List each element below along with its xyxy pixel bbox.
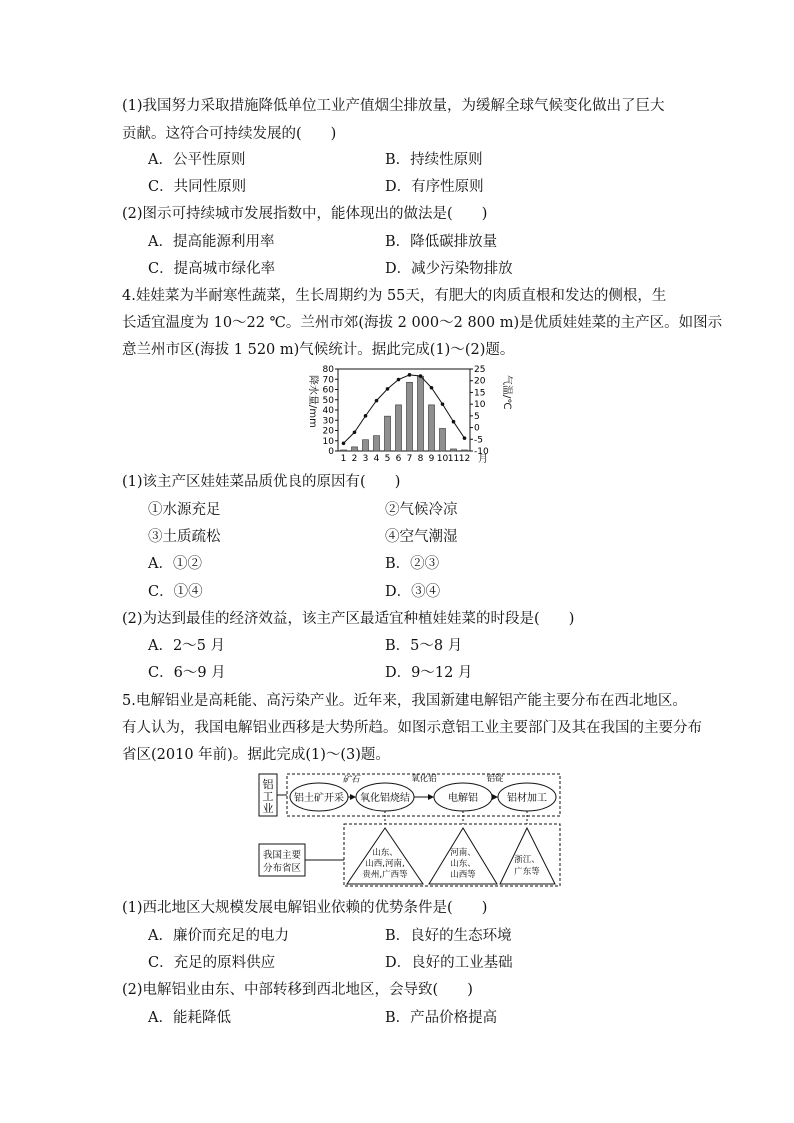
y-tick-label: 60 [322,385,334,396]
x-tick-label: 3 [362,454,369,464]
region-label-line2: 分布省区 [262,863,302,874]
q5-sub2-option-a: A．能耗降低 [148,1010,231,1026]
q3-sub1-line2: 贡献。这符合可持续发展的( ) [122,126,337,142]
q3-sub1-option-c: C．共同性原则 [148,179,247,195]
q4-sub1-option-d: D．③④ [385,584,441,600]
industry-label-char2: 工 [262,790,274,803]
q4-stem-line2: 长适宜温度为 10～22 ℃。兰州市郊(海拔 2 000～2 800 m)是优质娃娃菜的主产区。如图示 [122,315,723,331]
q5-stem-line3: 省区(2010 年前)。据此完成(1)～(3)题。 [122,747,390,763]
y-tick-label: 80 [322,365,334,375]
q4-sub1-item-2: ②气候冷凉 [385,502,458,518]
x-tick-label: 10 [436,454,449,464]
y2-tick-label: 10 [474,400,486,411]
region-label-line1: 我国主要 [262,850,302,861]
q5-sub2-question: (2)电解铝业由东、中部转移到西北地区，会导致( ) [122,982,473,998]
aluminum-industry-diagram [255,770,565,888]
precipitation-bar [450,449,456,451]
y2-tick-label: 15 [474,388,486,399]
industry-label-char3: 业 [262,802,274,815]
node-electrolytic-aluminum: 电解铝 [448,793,478,804]
q4-sub2-option-a: A．2～5 月 [148,638,226,654]
x-tick-label: 1 [340,454,347,464]
precipitation-bar [395,405,401,451]
q3-sub1-option-d: D．有序性原则 [385,179,484,195]
temperature-point [452,420,456,424]
region-1-line3: 贵州,广西等 [362,870,408,880]
node-bauxite-mining: 铝土矿开采 [294,793,344,804]
temperature-point [353,430,357,434]
q4-sub1-option-b: B．②③ [385,556,440,572]
q4-sub1-item-4: ④空气潮湿 [385,529,458,545]
precipitation-bar [406,382,412,451]
precipitation-bar [439,428,445,451]
q5-sub2-option-b: B．产品价格提高 [385,1010,498,1026]
precipitation-bar [362,440,368,451]
y-axis-label: 降水量/mm [307,375,318,428]
region-2-line2: 山东、 [450,859,476,869]
temperature-point [375,399,379,403]
region-2-line3: 山西等 [450,870,476,880]
q3-sub1-line1: (1)我国努力采取措施降低单位工业产值烟尘排放量，为缓解全球气候变化做出了巨大 [122,98,665,114]
q4-sub1-question: (1)该主产区娃娃菜品质优良的原因有( ) [122,474,401,490]
q4-stem-line3: 意兰州市区(海拔 1 520 m)气候统计。据此完成(1)～(2)题。 [122,342,515,358]
q4-stem-line1: 4.娃娃菜为半耐寒性蔬菜，生长周期约为 55天，有肥大的肉质直根和发达的侧根，生 [122,288,667,304]
x-tick-label: 9 [428,454,435,464]
y2-tick-label: 25 [474,365,486,375]
region-3-line1: 浙江、 [514,855,540,865]
q4-sub1-item-3: ③土质疏松 [148,529,221,545]
q3-sub2-option-a: A．提高能源利用率 [148,234,275,250]
y-tick-label: 0 [328,447,334,457]
q3-sub2-question: (2)图示可持续城市发展指数中，能体现出的做法是( ) [122,206,488,222]
y-tick-label: 20 [322,426,334,437]
temperature-point [419,374,423,378]
industry-label-char1: 铝 [262,778,274,791]
precipitation-bar [384,416,390,451]
y-tick-label: 30 [322,416,334,427]
x-tick-label: 7 [406,454,413,464]
x-tick-label: 11 [447,454,460,464]
q4-sub1-item-1: ①水源充足 [148,502,221,518]
x-tick-label: 5 [384,454,391,464]
q5-sub1-option-c: C．充足的原料供应 [148,955,276,971]
y2-tick-label: 5 [474,411,480,422]
y-tick-label: 50 [322,395,334,406]
y-tick-label: 10 [322,436,334,447]
temperature-point [342,441,346,445]
q3-sub2-option-c: C．提高城市绿化率 [148,261,276,277]
region-1-line1: 山东、 [372,848,398,858]
temperature-line [344,375,465,443]
q3-sub2-option-b: B．降低碳排放量 [385,234,498,250]
q5-stem-line2: 有人认为，我国电解铝业西移是大势所趋。如图示意铝工业主要部门及其在我国的主要分布 [122,720,702,736]
node-aluminum-processing: 铝材加工 [507,793,547,804]
temperature-point [463,436,467,440]
q3-sub1-option-b: B．持续性原则 [385,152,483,168]
region-2-line1: 河南、 [450,848,476,858]
arrow-label-ore: 矿石 [342,775,360,785]
q5-stem-line1: 5.电解铝业是高耗能、高污染产业。近年来，我国新建电解铝产能主要分布在西北地区。 [122,693,687,709]
temperature-point [430,386,434,390]
plot-frame [338,369,470,451]
y2-tick-label: -10 [474,447,489,457]
q4-sub1-option-a: A．①② [148,556,202,572]
precipitation-bar [417,376,423,451]
temperature-point [441,402,445,406]
x-tick-label: 4 [373,454,380,464]
q4-sub2-option-d: D．9～12 月 [385,665,473,681]
x-axis-unit: 月 [478,454,488,465]
y-tick-label: 40 [322,406,334,416]
arrow-label-ingot: 铝锭 [486,774,504,784]
q5-sub1-question: (1)西北地区大规模发展电解铝业依赖的优势条件是( ) [122,900,488,916]
precipitation-bar [351,447,357,451]
q3-sub1-option-a: A．公平性原则 [148,152,246,168]
q4-sub1-option-c: C．①④ [148,584,203,600]
y2-tick-label: 20 [474,376,486,387]
temperature-point [397,378,401,382]
precipitation-bar [373,436,379,451]
q4-sub2-option-b: B．5～8 月 [385,638,463,654]
q3-sub2-option-d: D．减少污染物排放 [385,261,513,277]
precipitation-bar [461,450,467,451]
y2-tick-label: -5 [474,435,483,446]
temperature-point [364,414,368,418]
x-tick-label: 6 [395,454,402,464]
q4-sub2-question: (2)为达到最佳的经济效益，该主产区最适宜种植娃娃菜的时段是( ) [122,611,575,627]
precipitation-bar [340,450,346,451]
precipitation-bar [428,405,434,451]
climate-chart [300,363,520,469]
x-tick-label: 8 [417,454,424,464]
q5-sub1-option-a: A．廉价而充足的电力 [148,928,289,944]
q5-sub1-option-b: B．良好的生态环境 [385,928,512,944]
temperature-point [386,387,390,391]
arrow-label-alumina: 氧化铝 [411,774,437,784]
x-tick-label: 12 [458,454,471,464]
x-tick-label: 2 [351,454,358,464]
node-alumina-sintering: 氧化铝烧结 [360,793,410,804]
y-tick-label: 70 [322,375,334,386]
y2-tick-label: 0 [474,423,480,434]
y2-axis-label: 气温/℃ [501,375,512,410]
q5-sub1-option-d: D．良好的工业基础 [385,955,513,971]
region-3-line2: 广东等 [514,867,540,877]
region-1-line2: 山西,河南, [365,859,405,869]
temperature-point [408,373,412,377]
q4-sub2-option-c: C．6～9 月 [148,665,226,681]
